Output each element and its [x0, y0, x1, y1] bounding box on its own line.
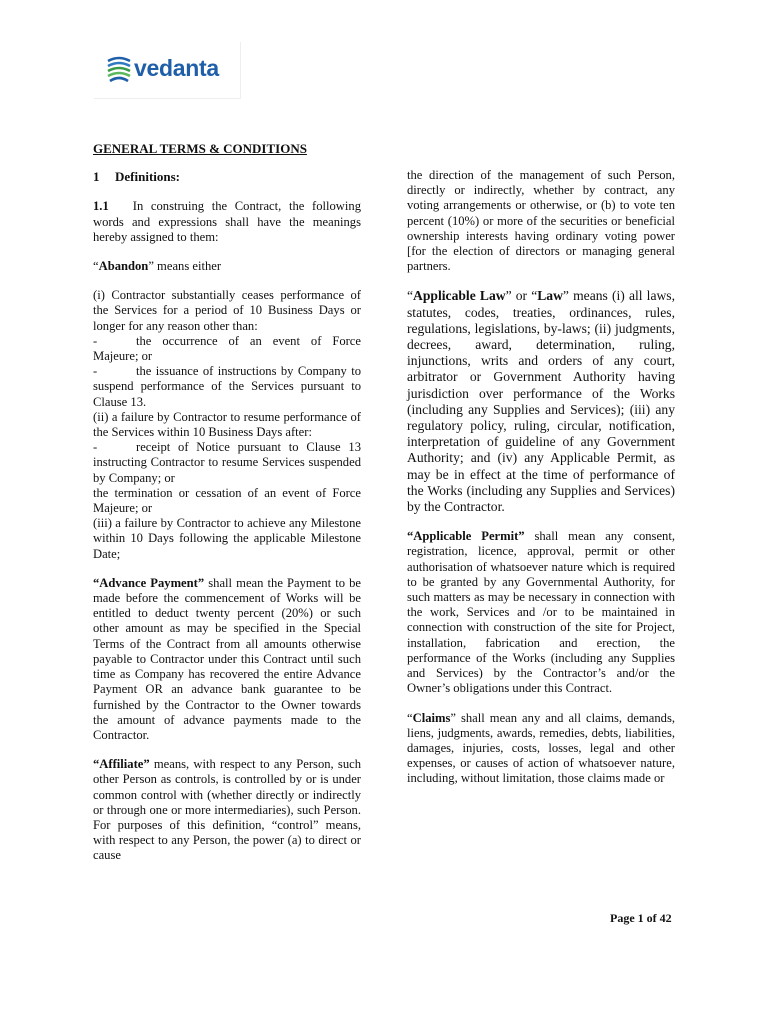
definition-abandon — [93, 259, 361, 274]
term-law: Law — [537, 288, 563, 304]
clause-1-1-text: In construing the Contract, the following words and expressions shall have the meanings hereby assigned to them: — [93, 199, 361, 244]
clause-number: 1.1 — [93, 199, 109, 214]
of-word: of — [646, 911, 657, 925]
applicable-law-text: means (i) all laws, statutes, codes, treaties, ordinances, rules, regulations, legislations, by-laws; (ii) judgments, decrees, award, determination, ruling, injunctions, writs and orders of any court, arbitrator or Government Authority having jurisdiction over performance of the Works (including any Supplies and Services); (iii) any regulatory policy, ruling, circular, notification, interpretation of guideline of any Government Authority; and (iv) any Applicable Permit, as may be in effect at the time of performance of the Works (including any Supplies and Services) by the Contractor. — [407, 288, 675, 515]
document-heading: GENERAL TERMS & CONDITIONS — [93, 141, 307, 156]
abandon-item-ii-a — [93, 440, 361, 486]
quote-close: ” — [148, 259, 154, 274]
left-column — [93, 141, 361, 864]
page-word: Page — [610, 911, 635, 925]
dash-marker: - — [93, 440, 98, 455]
affiliate-continued: the direction of the management of such Person, directly or indirectly, whether by contract, any voting arrangements or otherwise, or (b) to vote ten percent (10%) or more of the securities or beneficial ownership interests having ordinary voting power [for the election of directors or managing general partners. — [407, 168, 675, 274]
quote-open: “ — [93, 259, 99, 274]
company-logo — [94, 42, 241, 99]
term-claims: Claims — [412, 710, 451, 725]
dash-marker: - — [93, 333, 98, 348]
term-applicable-permit: “Applicable Permit” — [407, 529, 525, 544]
clause-1-1 — [93, 199, 361, 245]
right-column — [407, 168, 675, 787]
page-number — [610, 911, 672, 926]
definition-affiliate — [93, 757, 361, 863]
section-number: 1 — [93, 169, 100, 185]
quote-or: ” or “ — [505, 288, 538, 304]
term-affiliate: “Affiliate” — [93, 757, 150, 772]
term-abandon: Abandon — [98, 259, 149, 274]
section-heading — [93, 169, 361, 184]
quote-open: “ — [407, 288, 414, 304]
claims-text: shall mean any and all claims, demands, liens, judgments, awards, remedies, debts, liabilities, damages, injuries, costs, losses, legal and other expenses, or causes of action of whatsoever nature, including, without limitation, those claims made or — [407, 710, 675, 786]
dash-marker: - — [93, 364, 98, 379]
abandon-item-ii-b: the termination or cessation of an event of Force Majeure; or — [93, 485, 361, 516]
applicable-permit-text: shall mean any consent, registration, licence, approval, permit or other authorisation of whatsoever nature which is required to be granted by any Governmental Authority, for such matters as may be necessary in connection with the work, Services and /or to be maintained in connection with construction of the site for Project, installation, fabrication and erection, the performance of the Works (including any Supplies and Services) by the Contractor’s and/or the Owner’s obligations under this Contract. — [407, 529, 675, 696]
definition-applicable-permit — [407, 529, 675, 696]
abandon-item-i-a-text: the occurrence of an event of Force Majeure; or — [93, 333, 361, 364]
definition-advance-payment — [93, 576, 361, 743]
term-applicable-law: Applicable Law — [413, 288, 506, 304]
affiliate-text: means, with respect to any Person, such other Person as controls, is controlled by or is under common control with (whether directly or indirectly or through one or more intermediaries), such Person. For purposes of this definition, “control” means, with respect to any Person, the power (a) to direct or cause — [93, 757, 361, 863]
section-title: Definitions: — [115, 169, 180, 185]
total-pages: 42 — [659, 911, 672, 925]
logo-text: vedanta — [134, 55, 219, 81]
definition-claims — [407, 711, 675, 787]
term-advance-payment: “Advance Payment” — [93, 575, 205, 590]
quote-close: ” — [562, 288, 569, 304]
abandon-item-iii: (iii) a failure by Contractor to achieve any Milestone within 10 Days following the applicable Milestone Date; — [93, 516, 361, 561]
abandon-item-i-b — [93, 364, 361, 410]
abandon-item-i-a — [93, 334, 361, 364]
quote-close: ” — [450, 710, 456, 725]
abandon-item-ii-a-text: receipt of Notice pursuant to Clause 13 instructing Contractor to resume Services suspended by Company; or — [93, 440, 361, 485]
vedanta-logo-icon — [106, 55, 132, 85]
current-page: 1 — [637, 911, 644, 925]
abandon-item-ii: (ii) a failure by Contractor to resume performance of the Services within 10 Business Days after: — [93, 409, 361, 440]
definition-applicable-law — [407, 288, 675, 515]
abandon-means: means either — [153, 259, 222, 274]
advance-payment-text: shall mean the Payment to be made before the commencement of Works will be entitled to deduct twenty percent (20%) or such other amount as may be specified in the Special Terms of the Contract from all amounts otherwise payable to Contractor under this Contract until such time as Company has recovered the entire Advance Payment OR an advance bank guarantee to be furnished by the Contractor to the Owner towards the amount of advance payments made to the Contractor. — [93, 575, 362, 742]
abandon-item-i-b-text: the issuance of instructions by Company to suspend performance of the Services pursuant to Clause 13. — [93, 364, 361, 409]
quote-open: “ — [407, 710, 413, 725]
abandon-item-i: (i) Contractor substantially ceases performance of the Services for a period of 10 Business Days or longer for any reason other than: — [93, 288, 361, 333]
